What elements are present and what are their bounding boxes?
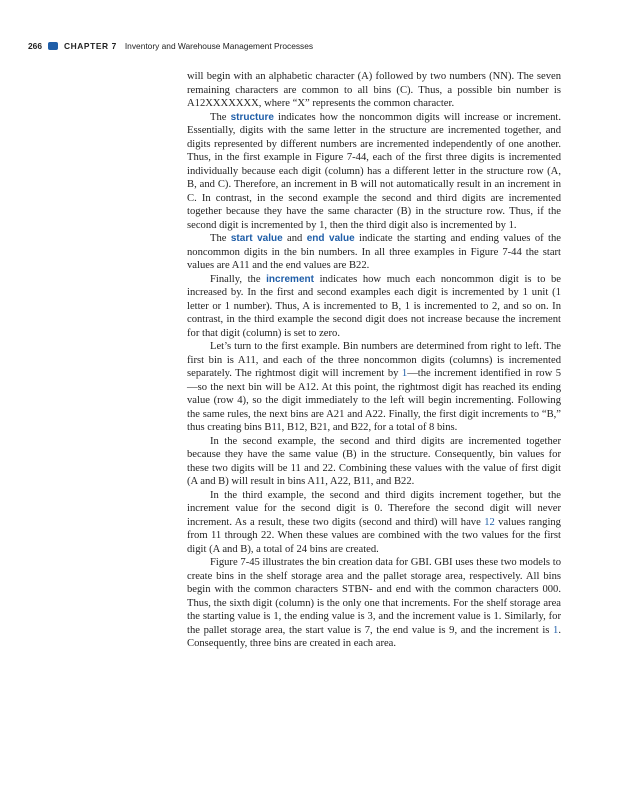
- paragraph-5: [187, 340, 561, 435]
- text-run: In the third example, the second and third digits increment together, but the increment value for the second digit is 0. Therefore the second digit will never increment. As a result, these two digits (second and third) will have: [187, 489, 561, 528]
- paragraph-3: [187, 232, 561, 273]
- text-run: indicates how much each noncommon digit is to be increased by. In the first and second examples each digit is incremented by 1 unit (1 letter or 1 number). Thus, A is incremented to B, 1 is incremented to 2, and so on. In contrast, in the third example the second digit does not increase because the increment for that digit (column) is set to zero.: [187, 273, 561, 339]
- text-run: . Consequently, three bins are created in each area.: [187, 624, 561, 649]
- chapter-label: CHAPTER 7: [63, 41, 117, 51]
- term-start-value: start value: [230, 233, 283, 244]
- chapter-marker-icon: [48, 42, 58, 50]
- text-run: indicate the starting and ending values of the noncommon digits in the bin numbers. In all three examples in Figure 7-44 the start values are A11 and the end values are B22.: [187, 233, 561, 271]
- highlighted-number: 12: [484, 516, 495, 528]
- running-header: [28, 39, 313, 53]
- chapter-title: Inventory and Warehouse Management Processes: [124, 41, 314, 51]
- paragraph-4: [187, 273, 561, 341]
- term-end-value: end value: [306, 233, 355, 244]
- text-run: indicates how the noncommon digits will increase or increment. Essentially, digits with the same letter in the structure are incremented together, and digits represented by different numbers are incremented independently of one another. Thus, in the first example in Figure 7-44, each of the first three digits is incremented individually because each digit (column) has a different letter in the structure row (A, B, and C). Therefore, an increment in B will not automatically result in an increment in C. In contrast, in the second example the second and third digits are incremented together because they have the same character (B) in the structure row. Thus, if the second digit is incremented by 1, then the third digit also is incremented by 1.: [187, 111, 561, 231]
- paragraph-6: In the second example, the second and third digits are incremented together because they have the same value (B) in the structure. Consequently, bin values for these two digits will be 11 and 22. Combining these values with the value of first digit (A and B) will result in bins A11, A22, B11, and B22.: [187, 435, 561, 487]
- text-run: Let’s turn to the first example. Bin numbers are determined from right to left. The first bin is A11, and each of the three noncommon digits (columns) is incremented separately. The rightmost digit will increment by: [187, 341, 561, 379]
- body-text: [187, 70, 561, 651]
- text-run: values ranging from 11 through 22. When these values are combined with the two values for the first digit (A and B), a total of 24 bins are created.: [187, 516, 561, 555]
- highlighted-number: 1: [553, 624, 559, 636]
- paragraph-8: [187, 556, 561, 651]
- text-run: —the increment identified in row 5—so the next bin will be A12. At this point, the rightmost digit has reached its ending value (row 4), so the digit immediately to the left will begin incrementing. Following the same rules, the next bins are A21 and A22. Finally, the first digit increments to “B,” thus creating bins B11, B12, B21, and B22, for a total of 8 bins.: [187, 368, 561, 433]
- paragraph-2: [187, 111, 561, 233]
- text-run: and: [282, 233, 307, 244]
- term-structure: structure: [230, 111, 274, 123]
- text-run: The: [210, 111, 231, 123]
- page-number: 266: [28, 41, 42, 51]
- term-increment: increment: [266, 273, 314, 285]
- paragraph-7: [187, 489, 561, 557]
- text-run: Figure 7-45 illustrates the bin creation data for GBI. GBI uses these two models to create bins in the shelf storage area and the pallet storage area, respectively. All bins begin with the common characters STBN- and end with the common characters 000. Thus, the sixth digit (column) is the only one that increments. For the shelf storage area the starting value is 1, the ending value is 3, and the increment value is 1. Similarly, for the pallet storage area, the start value is 7, the end value is 9, and the increment is: [187, 557, 561, 636]
- highlighted-number: 1: [401, 368, 408, 379]
- text-run: The: [210, 233, 231, 244]
- text-run: Finally, the: [210, 273, 267, 285]
- paragraph-1: will begin with an alphabetic character (A) followed by two numbers (NN). The seven remaining characters are common to all bins (C). Thus, a possible bin number is A12XXXXXXX, where “X” represents the common character.: [187, 71, 561, 109]
